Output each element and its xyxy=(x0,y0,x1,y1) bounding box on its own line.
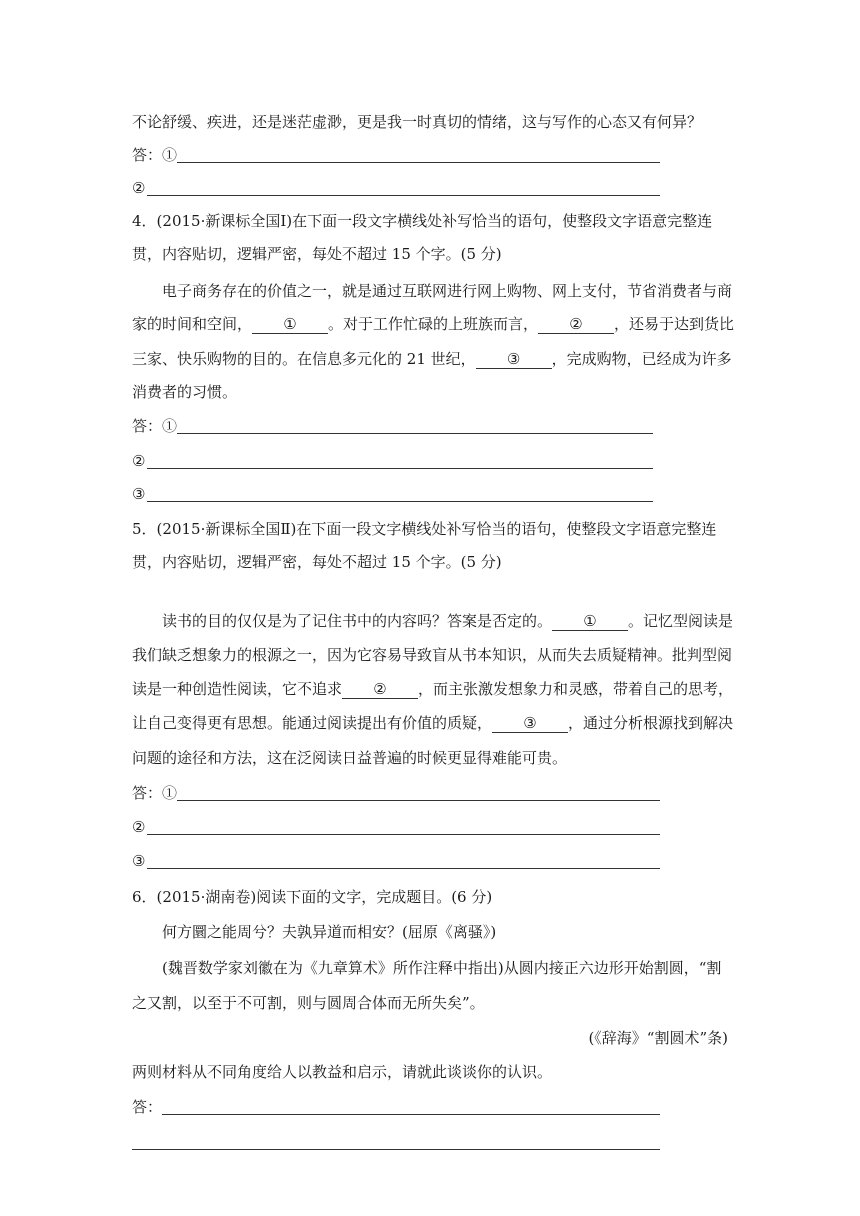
answer-label: ③ xyxy=(132,852,146,870)
q5-answer-line-2[interactable] xyxy=(132,817,145,837)
q6-prompt: 两则材料从不同角度给人以教益和启示，请就此谈谈你的认识。 xyxy=(132,1063,553,1081)
answer-label: 答：① xyxy=(132,417,178,435)
answer-rule xyxy=(147,868,660,869)
q5-answer-line-3[interactable] xyxy=(132,851,145,871)
q5-paragraph-line-5: 问题的途径和方法，这在泛阅读日益普遍的时候更显得难能可贵。 xyxy=(132,749,568,767)
answer-label: 答：① xyxy=(132,146,178,164)
q6-quote-2-line-1: (魏晋数学家刘徽在为《九章算术》所作注释中指出)从圆内接正六边形开始割圆，“割 xyxy=(162,959,722,977)
q4-answer-line-3[interactable] xyxy=(132,484,145,504)
answer-rule xyxy=(177,433,653,434)
q6-stem: 6．(2015·湖南卷)阅读下面的文字，完成题目。(6 分) xyxy=(132,888,493,906)
q4-paragraph-line-3: 三家、快乐购物的目的。在信息多元化的 21 世纪， ③ ，完成购物，已经成为许多 xyxy=(132,350,732,368)
q4-stem-line-1: 4．(2015·新课标全国Ⅰ)在下面一段文字横线处补写恰当的语句，使整段文字语意完整连 xyxy=(132,212,713,230)
q5-paragraph-line-2: 我们缺乏想象力的根源之一，因为它容易导致盲从书本知识，从而失去质疑精神。批判型阅 xyxy=(132,646,733,664)
answer-label: ② xyxy=(132,818,146,836)
q5-paragraph-line-1: 读书的目的仅仅是为了记住书中的内容吗？答案是否定的。 ① 。记忆型阅读是 xyxy=(162,612,734,630)
q6-source: (《辞海》“割圆术”条) xyxy=(588,1029,728,1047)
answer-line-1[interactable] xyxy=(132,145,177,165)
q6-answer-line-1[interactable] xyxy=(132,1097,162,1117)
blank-2[interactable]: ② xyxy=(342,680,418,699)
q5-stem-line-2: 贯，内容贴切，逻辑严密，每处不超过 15 个字。(5 分) xyxy=(132,553,502,571)
q4-answer-line-2[interactable] xyxy=(132,451,145,471)
answer-rule xyxy=(147,468,653,469)
q5-stem-line-1: 5．(2015·新课标全国Ⅱ)在下面一段文字横线处补写恰当的语句，使整段文字语意完整连 xyxy=(132,520,717,538)
answer-label: 答： xyxy=(132,1098,163,1116)
q4-paragraph-line-1: 电子商务存在的价值之一，就是通过互联网进行网上购物、网上支付，节省消费者与商 xyxy=(162,282,733,300)
answer-rule xyxy=(162,1114,660,1115)
answer-rule xyxy=(147,501,653,502)
answer-label: ② xyxy=(132,179,146,197)
answer-rule xyxy=(147,195,660,196)
q5-paragraph-line-4: 让自己变得更有思想。能通过阅读提出有价值的质疑， ③ ，通过分析根源找到解决 xyxy=(132,714,734,732)
q5-answer-line-1[interactable] xyxy=(132,783,177,803)
answer-label: ③ xyxy=(132,485,146,503)
answer-rule xyxy=(132,1149,660,1150)
q5-paragraph-line-3: 读是一种创造性阅读，它不追求 ② ，而主张激发想象力和灵感，带着自己的思考， xyxy=(132,680,734,698)
answer-rule xyxy=(177,162,660,163)
blank-2[interactable]: ② xyxy=(538,315,614,334)
previous-question-tail: 不论舒缓、疾进，还是迷茫虚渺，更是我一时真切的情绪，这与写作的心态又有何异？ xyxy=(132,113,703,131)
answer-line-2[interactable] xyxy=(132,178,145,198)
q6-quote-1: 何方圜之能周兮？夫孰异道而相安？(屈原《离骚》) xyxy=(162,923,497,941)
q4-paragraph-line-2: 家的时间和空间， ① 。对于工作忙碌的上班族而言， ② ，还易于达到货比 xyxy=(132,315,735,333)
blank-1[interactable]: ① xyxy=(552,612,628,631)
q4-paragraph-line-4: 消费者的习惯。 xyxy=(132,383,238,401)
answer-rule xyxy=(147,834,660,835)
blank-1[interactable]: ① xyxy=(252,315,328,334)
answer-label: 答：① xyxy=(132,784,178,802)
q6-quote-2-line-2: 之又割，以至于不可割，则与圆周合体而无所失矣”。 xyxy=(132,994,485,1012)
answer-label: ② xyxy=(132,452,146,470)
blank-3[interactable]: ③ xyxy=(476,350,552,369)
answer-rule xyxy=(177,800,660,801)
q4-stem-line-2: 贯，内容贴切，逻辑严密，每处不超过 15 个字。(5 分) xyxy=(132,245,502,263)
blank-3[interactable]: ③ xyxy=(492,714,568,733)
q4-answer-line-1[interactable] xyxy=(132,416,177,436)
